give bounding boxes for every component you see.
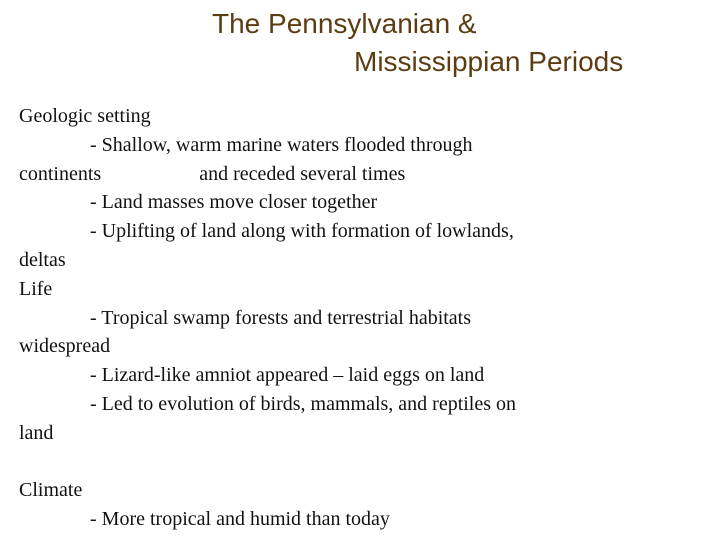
bullet-continuation-part: and receded several times bbox=[199, 162, 406, 185]
bullet-text: - Land masses move closer together bbox=[90, 191, 378, 214]
bullet-continuation: deltas bbox=[19, 248, 66, 271]
geologic-setting-heading: Geologic setting bbox=[19, 105, 151, 127]
bullet-continuation bbox=[19, 160, 709, 189]
spacer bbox=[19, 448, 709, 477]
bullet-text: - More tropical and humid than today bbox=[90, 508, 390, 531]
bullet-continuation: land bbox=[19, 421, 54, 444]
title-line-1: The Pennsylvanian & bbox=[212, 8, 477, 39]
bullet-text: - Shallow, warm marine waters flooded through bbox=[90, 133, 473, 156]
climate-heading: Climate bbox=[19, 479, 83, 502]
life-heading: Life bbox=[19, 277, 53, 300]
bullet-text: - Uplifting of land along with formation of lowlands, bbox=[90, 220, 514, 243]
title-line-2: Mississippian Periods bbox=[354, 46, 624, 77]
bullet-continuation-part: continents bbox=[19, 162, 102, 185]
bullet-text: - Lizard-like amniot appeared – laid eggs on land bbox=[90, 364, 485, 387]
bullet-text: - Tropical swamp forests and terrestrial habitats bbox=[90, 306, 472, 329]
bullet-text: - Led to evolution of birds, mammals, and reptiles on bbox=[90, 392, 517, 415]
slide-body bbox=[19, 102, 709, 534]
bullet-continuation: widespread bbox=[19, 335, 111, 358]
